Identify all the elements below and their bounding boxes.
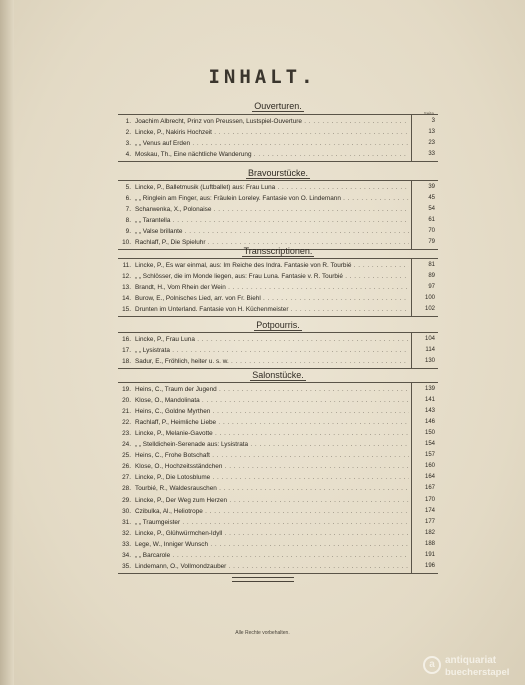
entry-title: Burow, E., Polnisches Lied, arr. von Fr. Biehl . . . [135,293,409,304]
entry-page: 39 [428,184,435,190]
entry-number: 12. [122,273,131,281]
end-separator [232,577,294,582]
toc-entry [117,193,435,204]
entry-page: 45 [428,195,435,202]
entry-page: 177 [424,518,435,525]
entry-title: Drunten im Unterland. Fantasie von H. Küchenmeister . . . [135,304,409,315]
section-bottom-rule [118,573,438,574]
entry-title: Lincke, P., Nakiris Hochzeit . . . [135,127,409,138]
section-heading [118,168,438,178]
section-top-rule [118,382,438,383]
toc-entry [117,149,435,160]
entry-title: Heins, C., Frohe Botschaft . . . [135,450,409,461]
entry-number: 1. [125,118,131,125]
entry-number: 3. [125,140,131,148]
entry-title: Klose, O., Mandolinata . . . [135,395,409,406]
entry-title: Rachlaff, P., Die Spieluhr . . . [135,237,409,248]
entry-title: Lincke, P., Es war einmal, aus: Im Reiche des Indra. Fantasie von R. Tourbié . . . [135,260,409,271]
entry-number: 9. [125,228,131,236]
entry-title: Lincke, P., Balletmusik (Luftballet) aus: Frau Luna . . . [135,182,409,193]
entry-title: „ „ Traumgeister . . . [135,517,409,528]
entry-title: Czibulka, Al., Heliotrope . . . [135,506,409,517]
entry-title: Lincke, P., Die Lotosblume . . . [135,472,409,483]
entry-page: 13 [428,129,435,136]
section-heading-text: Salonstücke. [252,370,304,380]
section-heading-text: Transscriptionen. [243,246,313,256]
entry-number: 31. [122,518,131,526]
toc-entry [117,356,435,367]
entry-title: Brandt, H., Vom Rhein der Wein . . . [135,282,409,293]
entry-page: 3 [431,118,435,124]
watermark-logo-icon: a [423,656,441,674]
entry-title: „ „ Valse brillante . . . [135,226,409,237]
entry-title: Sadur, E., Fröhlich, heiter u. s. w. . . . [135,356,409,367]
section-heading [118,246,438,256]
entry-number: 27. [122,474,131,482]
entry-page: 33 [428,151,435,158]
entry-title: „ „ Stelldichein-Serenade aus: Lysistrata . . . [135,439,409,450]
entry-title: „ „ Venus auf Erden . . . [135,138,409,149]
entry-title: Joachim Albrecht, Prinz von Preussen, Lustspiel-Ouverture . . . [135,116,409,127]
toc-entry [117,517,435,528]
entry-title: Lincke, P., Der Weg zum Herzen . . . [135,495,409,506]
entry-page: 97 [428,284,435,291]
entry-page: 102 [424,306,435,313]
entry-number: 11. [122,262,131,269]
entry-page: 130 [424,358,435,365]
page-column-header: Seite [423,111,434,116]
toc-entry [117,483,435,494]
entry-title: „ „ Ringlein am Finger, aus: Fräulein Loreley. Fantasie von O. Lindemann . . . [135,193,409,204]
toc-entry [117,182,435,193]
entry-title: Moskau, Th., Eine nächtliche Wanderung . . . [135,149,409,160]
page-title: INHALT. [208,66,317,88]
entry-number: 8. [125,217,131,225]
toc-entry [117,215,435,226]
entry-page: 141 [424,397,435,404]
toc-entry [117,550,435,561]
entry-number: 5. [125,184,131,191]
toc-entry [117,116,435,127]
binding-gutter [0,0,14,685]
entry-number: 7. [125,206,131,214]
section-heading-text: Bravourstücke. [247,168,309,178]
entry-page: 196 [424,562,435,569]
section-heading-text: Ouverturen. [254,101,302,111]
entry-page: 164 [424,474,435,481]
entry-number: 35. [122,562,131,570]
watermark-line-2: buecherstapel [445,667,510,678]
toc-entry [117,226,435,237]
toc-entry [117,439,435,450]
toc-entry [117,293,435,304]
entry-page: 114 [425,347,435,354]
entry-page: 61 [428,217,435,224]
entry-page: 154 [424,441,435,448]
entry-page: 160 [424,463,435,470]
entry-number: 29. [122,496,131,504]
section-top-rule [118,258,438,259]
entry-title: Tourbié, R., Waldesrauschen . . . [135,483,409,494]
entry-title: Lincke, P., Frau Luna . . . [135,334,409,345]
entry-page: 174 [424,507,435,514]
entry-title: Lincke, P., Glühwürmchen-Idyll . . . [135,528,409,539]
entry-number: 4. [125,151,131,159]
entry-title: „ „ Barcarole . . . [135,550,409,561]
section-heading [118,370,438,380]
rights-notice: Alle Rechte vorbehalten. [235,630,290,636]
entry-number: 25. [122,452,131,460]
entry-title: Lindemann, O., Vollmondzauber . . . [135,561,409,572]
toc-entry [117,428,435,439]
toc-entry [117,472,435,483]
toc-entry [117,260,435,271]
entry-number: 2. [125,129,131,137]
entry-title: Heins, C., Traum der Jugend . . . [135,384,409,395]
entry-number: 23. [122,430,131,438]
entry-title: Heins, C., Goldne Myrthen . . . [135,406,409,417]
entry-number: 26. [122,463,131,471]
entry-title: Scharwenka, X., Polonaise . . . [135,204,409,215]
entry-number: 6. [125,195,131,203]
toc-entry [117,561,435,572]
section-bottom-rule [118,368,438,369]
entry-title: Rachlaff, P., Heimliche Liebe . . . [135,417,409,428]
section-heading-text: Potpourris. [256,320,300,330]
section-bottom-rule [118,316,438,317]
entry-page: 100 [424,295,435,302]
entry-page: 167 [424,485,435,492]
entry-page: 89 [428,273,435,280]
entry-number: 22. [122,419,131,427]
entry-page: 70 [428,228,435,235]
section-top-rule [118,114,438,115]
toc-entry [117,461,435,472]
toc-entry [117,528,435,539]
entry-number: 16. [122,336,131,343]
watermark-line-1: antiquariat [445,655,497,666]
entry-title: „ „ Schlösser, die im Monde liegen, aus: Frau Luna. Fantasie v. R. Tourbié . . . [135,271,409,282]
entry-number: 34. [122,551,131,559]
toc-entry [117,495,435,506]
entry-number: 20. [122,397,131,405]
entry-page: 104 [424,336,435,342]
entry-number: 21. [122,408,131,416]
entry-page: 170 [424,496,435,503]
toc-entry [117,406,435,417]
section-top-rule [118,180,438,181]
entry-page: 81 [428,262,435,268]
entry-page: 191 [424,551,435,558]
toc-entry [117,334,435,345]
toc-entry [117,417,435,428]
entry-title: Klose, O., Hochzeitsständchen . . . [135,461,409,472]
toc-entry [117,450,435,461]
toc-entry [117,271,435,282]
entry-number: 14. [122,295,131,303]
entry-page: 157 [424,452,435,459]
entry-title: „ „ Tarantella . . . [135,215,409,226]
toc-entry [117,506,435,517]
entry-page: 143 [424,408,435,415]
entry-number: 28. [122,485,131,493]
entry-page: 146 [424,419,435,426]
entry-number: 32. [122,529,131,537]
toc-entry [117,204,435,215]
entry-number: 24. [122,441,131,449]
entry-title: Lege, W., Inniger Wunsch . . . [135,539,409,550]
entry-number: 17. [122,347,131,355]
entry-number: 30. [122,507,131,515]
entry-number: 19. [122,386,131,393]
toc-entry [117,304,435,315]
entry-page: 188 [424,540,435,547]
entry-page: 150 [424,430,435,437]
section-heading [118,101,438,111]
toc-entry [117,539,435,550]
entry-title: „ „ Lysistrata . . . [135,345,409,356]
entry-number: 10. [122,239,131,247]
entry-page: 23 [428,140,435,147]
entry-number: 15. [122,306,131,314]
section-heading [118,320,438,330]
toc-entry [117,138,435,149]
toc-entry [117,345,435,356]
toc-entry [117,395,435,406]
entry-page: 79 [428,239,435,246]
toc-entry [117,127,435,138]
entry-title: Lincke, P., Melanie-Gavotte . . . [135,428,409,439]
section-bottom-rule [118,161,438,162]
entry-number: 18. [122,358,131,366]
section-top-rule [118,332,438,333]
entry-page: 139 [424,386,435,392]
entry-page: 54 [428,206,435,213]
toc-entry [117,384,435,395]
dealer-watermark [423,652,521,680]
entry-number: 13. [122,284,131,292]
entry-number: 33. [122,540,131,548]
toc-entry [117,282,435,293]
entry-page: 182 [424,529,435,536]
